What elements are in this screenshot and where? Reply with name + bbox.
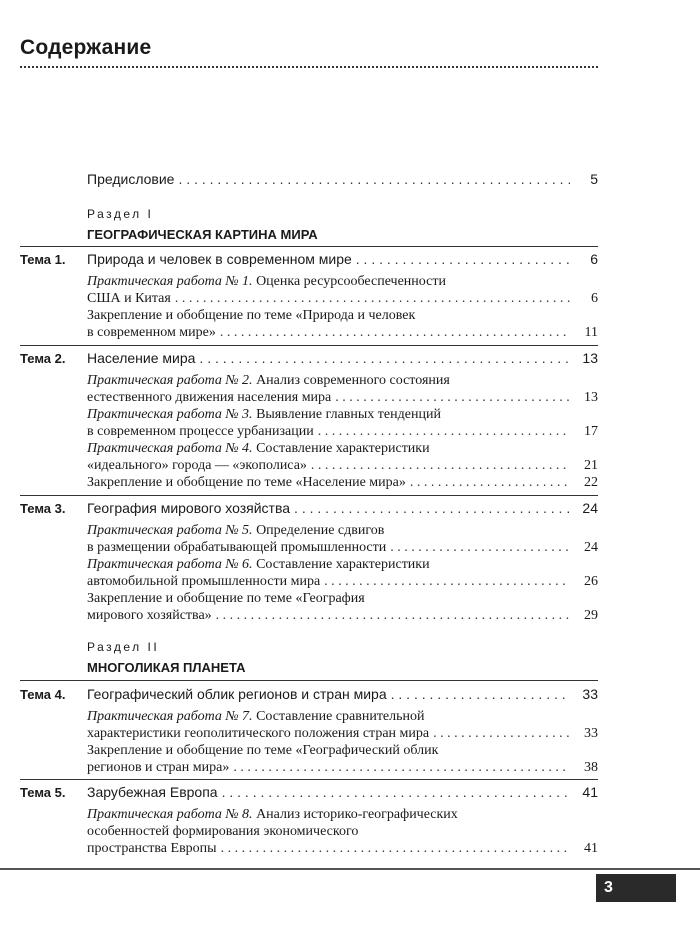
toc-entry-text: «идеального» города — «экополиса» — [87, 458, 307, 473]
leader-dots — [356, 251, 570, 268]
toc-entry-line: особенностей формирования экономического — [87, 824, 359, 839]
toc-entry-line — [87, 708, 598, 725]
toc-entry-text: Выявление главных тенденций — [252, 407, 441, 422]
leader-dots — [391, 686, 570, 703]
topic-label: Тема 3. — [20, 501, 66, 516]
leader-dots — [199, 350, 570, 367]
toc-entry-line — [87, 806, 598, 823]
toc-entry-summary-3[interactable] — [87, 607, 598, 624]
toc-entry-line — [87, 440, 598, 457]
toc-page-number: 26 — [584, 574, 598, 589]
topic-divider — [20, 495, 598, 496]
toc-page-number: 24 — [584, 540, 598, 555]
toc-entry-line: Закрепление и обобщение по теме «Природа и человек — [87, 308, 416, 323]
toc-entry-text: Предисловие — [87, 171, 175, 187]
toc-entry-text: Анализ современного состояния — [252, 373, 450, 388]
toc-entry-practical-8[interactable] — [87, 840, 598, 857]
toc-entry-text: Составление характеристики — [252, 557, 430, 572]
topic-label: Тема 2. — [20, 351, 66, 366]
toc-page-number: 13 — [584, 390, 598, 405]
leader-dots — [324, 573, 570, 590]
leader-dots — [294, 500, 570, 517]
section-label: Раздел I — [87, 207, 154, 221]
toc-entry-summary-1[interactable] — [87, 324, 598, 341]
section-title: МНОГОЛИКАЯ ПЛАНЕТА — [87, 660, 246, 675]
title-divider — [20, 66, 598, 68]
toc-page-number: 13 — [582, 350, 598, 366]
toc-entry-text: Составление характеристики — [252, 441, 430, 456]
toc-page-number: 17 — [584, 424, 598, 439]
section-label: Раздел II — [87, 640, 160, 654]
leader-dots — [233, 759, 570, 776]
toc-page-number: 29 — [584, 608, 598, 623]
practical-work-label: Практическая работа № 5. — [87, 523, 253, 538]
toc-entry-text: Оценка ресурсообеспеченности — [252, 274, 446, 289]
toc-entry-line — [87, 522, 598, 539]
toc-entry-summary-4[interactable] — [87, 759, 598, 776]
toc-page-number: 33 — [584, 726, 598, 741]
toc-entry-text: в современном процессе урбанизации — [87, 424, 314, 439]
page-title: Содержание — [20, 36, 152, 59]
topic-divider — [20, 345, 598, 346]
toc-entry-practical-4[interactable] — [87, 457, 598, 474]
practical-work-label: Практическая работа № 6. — [87, 557, 253, 572]
toc-page-number: 41 — [584, 841, 598, 856]
toc-entry-text: Составление сравнительной — [252, 709, 425, 724]
topic-divider — [20, 680, 598, 681]
toc-page-number: 41 — [582, 784, 598, 800]
toc-entry-text: в размещении обрабатывающей промышленности — [87, 540, 387, 555]
toc-entry-text: мирового хозяйства» — [87, 608, 212, 623]
toc-entry-line — [87, 372, 598, 389]
toc-entry-topic-3[interactable] — [87, 500, 598, 517]
leader-dots — [222, 784, 570, 801]
practical-work-label: Практическая работа № 8. — [87, 807, 253, 822]
practical-work-label: Практическая работа № 7. — [87, 709, 253, 724]
toc-entry-practical-3[interactable] — [87, 423, 598, 440]
leader-dots — [318, 423, 570, 440]
toc-entry-text: Зарубежная Европа — [87, 784, 218, 800]
toc-entry-line — [87, 273, 598, 290]
practical-work-label: Практическая работа № 2. — [87, 373, 253, 388]
leader-dots — [221, 840, 570, 857]
toc-entry-line: Закрепление и обобщение по теме «География — [87, 591, 365, 606]
toc-entry-text: в современном мире» — [87, 325, 216, 340]
toc-entry-text: регионов и стран мира» — [87, 760, 230, 775]
practical-work-label: Практическая работа № 1. — [87, 274, 253, 289]
toc-entry-preface[interactable] — [87, 171, 598, 188]
toc-entry-text: естественного движения населения мира — [87, 390, 332, 405]
toc-entry-line — [87, 406, 598, 423]
leader-dots — [220, 324, 570, 341]
toc-page-number: 11 — [584, 325, 598, 340]
topic-divider — [20, 246, 598, 247]
toc-page-number: 33 — [582, 686, 598, 702]
leader-dots — [410, 474, 570, 491]
topic-label: Тема 4. — [20, 687, 66, 702]
toc-page-number: 6 — [590, 251, 598, 267]
toc-entry-topic-4[interactable] — [87, 686, 598, 703]
toc-page-number: 38 — [584, 760, 598, 775]
toc-entry-text: США и Китая — [87, 291, 171, 306]
toc-entry-text: Географический облик регионов и стран мира — [87, 686, 387, 702]
toc-entry-topic-2[interactable] — [87, 350, 598, 367]
toc-entry-text: автомобильной промышленности мира — [87, 574, 321, 589]
practical-work-label: Практическая работа № 4. — [87, 441, 253, 456]
page-number-badge: 3 — [596, 874, 676, 902]
toc-entry-text: Население мира — [87, 350, 196, 366]
topic-label: Тема 1. — [20, 252, 66, 267]
toc-entry-text: Закрепление и обобщение по теме «Население мира» — [87, 475, 406, 490]
leader-dots — [311, 457, 570, 474]
toc-entry-text: Природа и человек в современном мире — [87, 251, 352, 267]
leader-dots — [390, 539, 570, 556]
toc-page-number: 21 — [584, 458, 598, 473]
toc-entry-text: География мирового хозяйства — [87, 500, 291, 516]
leader-dots — [178, 171, 570, 188]
toc-entry-practical-2[interactable] — [87, 389, 598, 406]
leader-dots — [175, 290, 570, 307]
toc-entry-practical-6[interactable] — [87, 573, 598, 590]
toc-page-number: 24 — [582, 500, 598, 516]
toc-entry-practical-1[interactable] — [87, 290, 598, 307]
toc-entry-text: характеристики геополитического положения стран мира — [87, 726, 430, 741]
toc-page-number: 22 — [584, 475, 598, 490]
toc-entry-summary-2[interactable] — [87, 474, 598, 491]
section-title: ГЕОГРАФИЧЕСКАЯ КАРТИНА МИРА — [87, 227, 318, 242]
practical-work-label: Практическая работа № 3. — [87, 407, 253, 422]
footer-divider — [0, 868, 700, 870]
toc-page-number: 5 — [590, 171, 598, 187]
topic-label: Тема 5. — [20, 785, 66, 800]
leader-dots — [335, 389, 570, 406]
toc-entry-topic-5[interactable] — [87, 784, 598, 801]
toc-entry-practical-5[interactable] — [87, 539, 598, 556]
toc-page-number: 6 — [591, 291, 598, 306]
leader-dots — [433, 725, 570, 742]
toc-entry-line — [87, 556, 598, 573]
toc-entry-topic-1[interactable] — [87, 251, 598, 268]
topic-divider — [20, 779, 598, 780]
toc-entry-text: Анализ историко-географических — [252, 807, 458, 822]
leader-dots — [216, 607, 570, 624]
toc-entry-text: пространства Европы — [87, 841, 217, 856]
toc-entry-practical-7[interactable] — [87, 725, 598, 742]
toc-entry-text: Определение сдвигов — [252, 523, 385, 538]
toc-entry-line: Закрепление и обобщение по теме «Географический облик — [87, 743, 439, 758]
